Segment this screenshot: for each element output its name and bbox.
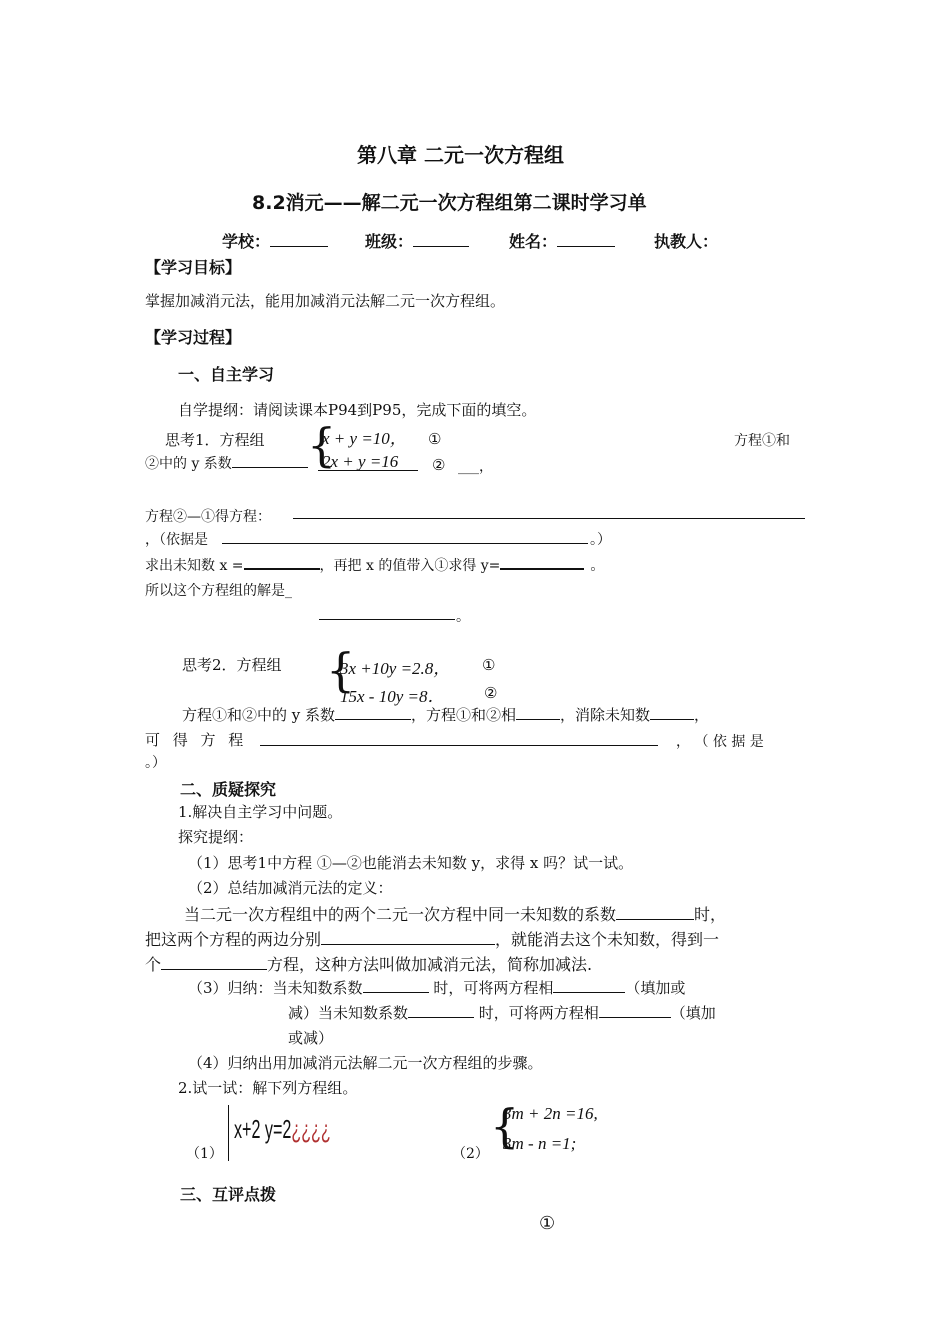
q3-e: 时，可将两方程相 (474, 1004, 599, 1022)
solve-x-label: 求出未知数 x = (145, 558, 244, 574)
school-label: 学校： (222, 232, 271, 251)
think1-eq1: x + y =10， (322, 429, 407, 448)
x-value-blank[interactable] (244, 554, 320, 570)
section2-q4: （4）归纳出用加减消元法解二元一次方程组的步骤。 (188, 1054, 543, 1072)
section2-q1: （1）思考1中方程 ①—②也能消去未知数 y，求得 x 吗？试一试。 (188, 854, 634, 872)
def-blank2[interactable] (321, 930, 495, 945)
def-blank3[interactable] (161, 955, 267, 970)
teacher-field (654, 229, 718, 252)
basis2-end: 。） (145, 755, 166, 771)
goal-text: 掌握加减消元法，能用加减消元法解二元一次方程组。 (145, 292, 506, 310)
can-get-label: 可 得 方 程 (145, 731, 248, 749)
think2-comma: ， (694, 706, 710, 724)
lesson-title: 8.2消元——解二元一次方程组第二课时学习单 (252, 192, 647, 214)
think2-coef-blank[interactable] (335, 705, 411, 720)
chapter-title: 第八章 二元一次方程组 (357, 143, 564, 167)
page-number: ① (539, 1213, 556, 1234)
problem1-label: （1） (186, 1146, 223, 1162)
problem2-eq2: 3m - n =1; (503, 1134, 577, 1153)
school-field (222, 229, 328, 252)
problem2-eq1: 3m + 2n =16, (503, 1104, 598, 1123)
think2-eq2: 15x - 10y =8． (340, 687, 445, 706)
think2-mark2: ② (484, 684, 498, 702)
think2-label: 思考2．方程组 (182, 656, 282, 674)
process-heading: 【学习过程】 (145, 328, 242, 347)
def-line2-b: ，就能消去这个未知数，得到一 (495, 930, 720, 949)
solution-text: 所以这个方程组的解是_ (145, 583, 292, 599)
class-blank[interactable] (413, 232, 469, 247)
def-line1 (184, 902, 726, 925)
think2-eq1: 3x +10y =2.8， (340, 659, 451, 678)
think2-coef-label: 方程①和②中的 y 系数 (182, 706, 336, 724)
section1-heading: 一、自主学习 (178, 365, 275, 384)
solution-end: 。 (456, 609, 470, 625)
class-label: 班级： (365, 232, 414, 251)
goal-heading: 【学习目标】 (145, 258, 242, 277)
q3-b: 时，可将两方程相 (428, 979, 554, 997)
name-label: 姓名： (509, 232, 558, 251)
section2-heading: 二、质疑探究 (180, 780, 277, 799)
think1-brace: { (307, 418, 337, 472)
can-get-blank[interactable] (260, 745, 658, 746)
def-blank1[interactable] (616, 905, 694, 920)
def-line1-b: 时， (694, 905, 727, 924)
solve-period: 。 (590, 558, 605, 574)
think1-right: 方程①和 (734, 433, 790, 449)
name-field (509, 229, 615, 252)
section3-heading: 三、互评点拨 (180, 1185, 277, 1204)
q3-blank2[interactable] (553, 978, 625, 993)
class-field (365, 229, 469, 252)
think2-coef-line (182, 704, 709, 725)
name-blank[interactable] (557, 232, 615, 247)
subtract-blank[interactable] (293, 518, 805, 519)
q3-c: （填加或 (625, 979, 686, 997)
think2-mark1: ① (482, 656, 496, 674)
think2-brace: { (326, 643, 356, 697)
def-line3-b: 方程，这种方法叫做加减消元法，简称加减法. (267, 955, 593, 974)
think1-line2-end: ___， (458, 459, 493, 475)
def-line3-a: 个 (145, 955, 162, 974)
def-line2-a: 把这两个方程的两边分别 (145, 930, 322, 949)
def-line1-a: 当二元一次方程组中的两个二元一次方程中同一未知数的系数 (184, 905, 617, 924)
think2-elim-blank[interactable] (650, 705, 694, 720)
problem2-brace: { (490, 1099, 520, 1153)
outline-text: 自学提纲：请阅读课本P94到P95，完成下面的填空。 (178, 401, 537, 419)
q3-line3: 或减） (288, 1029, 334, 1047)
think1-eq2: 2x + y =16 (322, 452, 399, 471)
problem2-label: （2） (452, 1146, 489, 1162)
basis-blank[interactable] (222, 543, 588, 544)
think1-line2 (145, 453, 308, 473)
y-coef-blank[interactable] (232, 453, 308, 468)
problem1-eq (234, 1114, 331, 1145)
def-line3 (145, 952, 592, 975)
problem1-garble: ¿¿¿¿ (291, 1114, 331, 1144)
section2-q2: （2）总结加减消元法的定义： (188, 879, 393, 897)
problem1-eq-text: x+2 y=2 (234, 1114, 292, 1144)
problem1-brace (228, 1105, 229, 1161)
q3-blank3[interactable] (408, 1003, 474, 1018)
q3-a: （3）归纳：当未知数系数 (188, 979, 363, 997)
think2-rel-blank[interactable] (516, 705, 560, 720)
basis2-label: ， （ 依 据 是 (676, 734, 764, 750)
teacher-label: 执教人： (654, 232, 719, 251)
think2-rel-label: ，方程①和②相 (411, 706, 517, 724)
think1-mark1: ① (428, 430, 442, 448)
q3-line2 (288, 1002, 716, 1023)
section2-item2: 2.试一试：解下列方程组。 (178, 1079, 358, 1097)
think1-line2-start: ②中的 y 系数 (145, 456, 232, 472)
subtract-label: 方程②—①得方程： (145, 509, 271, 525)
q3-d: 减）当未知数系数 (288, 1004, 409, 1022)
q3-blank4[interactable] (599, 1003, 671, 1018)
solution-blank[interactable] (319, 619, 455, 620)
q3-blank1[interactable] (363, 978, 429, 993)
section2-hint: 探究提纲： (178, 828, 254, 846)
think1-eq2-underline (318, 470, 418, 471)
school-blank[interactable] (270, 232, 328, 247)
think1-mark2: ② (432, 456, 446, 474)
q3-f: （填加 (670, 1004, 716, 1022)
think1-label: 思考1．方程组 (165, 431, 265, 449)
q3-line1 (188, 977, 685, 998)
solve-x-line (145, 554, 604, 575)
def-line2 (145, 927, 719, 950)
basis-start: ，（依据是 (145, 532, 208, 548)
think2-elim-label: ，消除未知数 (560, 706, 651, 724)
substitute-text: ，再把 x 的值带入①求得 y= (319, 558, 501, 574)
section2-item1: 1.解决自主学习中问题。 (178, 803, 343, 821)
y-value-blank[interactable] (500, 554, 584, 570)
basis-end: 。） (590, 532, 611, 548)
